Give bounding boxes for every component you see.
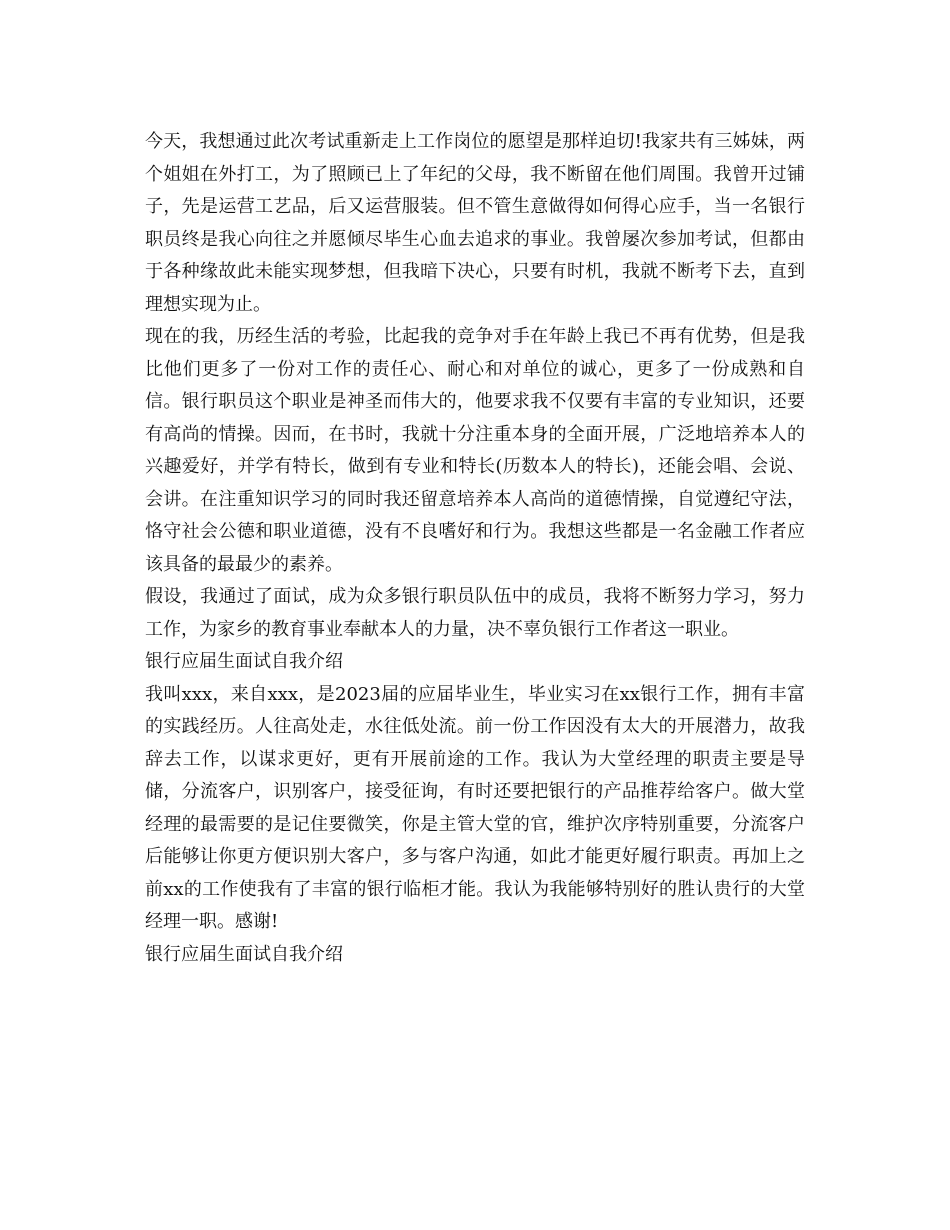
section-heading-repeat: 银行应届生面试自我介绍	[145, 943, 343, 965]
document-body	[145, 126, 805, 971]
paragraph-qualities: 现在的我，历经生活的考验，比起我的竞争对手在年龄上我已不再有优势，但是我比他们更多了一份对工作的责任心、耐心和对单位的诚心，更多了一份成熟和自信。银行职员这个职业是神圣而伟大的，他要求我不仅要有丰富的专业知识，还要有高尚的情操。因而，在书时，我就十分注重本身的全面开展，广泛地培养本人的兴趣爱好，并学有特长，做到有专业和特长(历数本人的特长)，还能会唱、会说、会讲。在注重知识学习的同时我还留意培养本人高尚的道德情操，自觉遵纪守法，恪守社会公德和职业道德，没有不良嗜好和行为。我想这些都是一名金融工作者应该具备的最最少的素养。	[145, 326, 805, 575]
paragraph-motivation: 今天，我想通过此次考试重新走上工作岗位的愿望是那样迫切!我家共有三姊妹，两个姐姐在外打工，为了照顾已上了年纪的父母，我不断留在他们周围。我曾开过铺子，先是运营工艺品，后又运营服装。但不管生意做得如何得心应手，当一名银行职员终是我心向往之并愿倾尽毕生心血去追求的事业。我曾屡次参加考试，但都由于各种缘故此未能实现梦想，但我暗下决心，只要有时机，我就不断考下去，直到理想实现为止。	[145, 131, 805, 315]
paragraph-commitment: 假设，我通过了面试，成为众多银行职员队伍中的成员，我将不断努力学习，努力工作，为家乡的教育事业奉献本人的力量，决不辜负银行工作者这一职业。	[145, 586, 805, 640]
paragraph-self-introduction: 我叫xxx，来自xxx，是2023届的应届毕业生，毕业实习在xx银行工作，拥有丰富的实践经历。人往高处走，水往低处流。前一份工作因没有太大的开展潜力，故我辞去工作，以谋求更好，更有开展前途的工作。我认为大堂经理的职责主要是导储，分流客户，识别客户，接受征询，有时还要把银行的产品推荐给客户。做大堂经理的最需要的是记住要微笑，你是主管大堂的官，维护次序特别重要，分流客户后能够让你更方便识别大客户，多与客户沟通，如此才能更好履行职责。再加上之前xx的工作使我有了丰富的银行临柜才能。我认为我能够特别好的胜认贵行的大堂经理一职。感谢!	[145, 683, 805, 932]
section-heading: 银行应届生面试自我介绍	[145, 651, 343, 672]
